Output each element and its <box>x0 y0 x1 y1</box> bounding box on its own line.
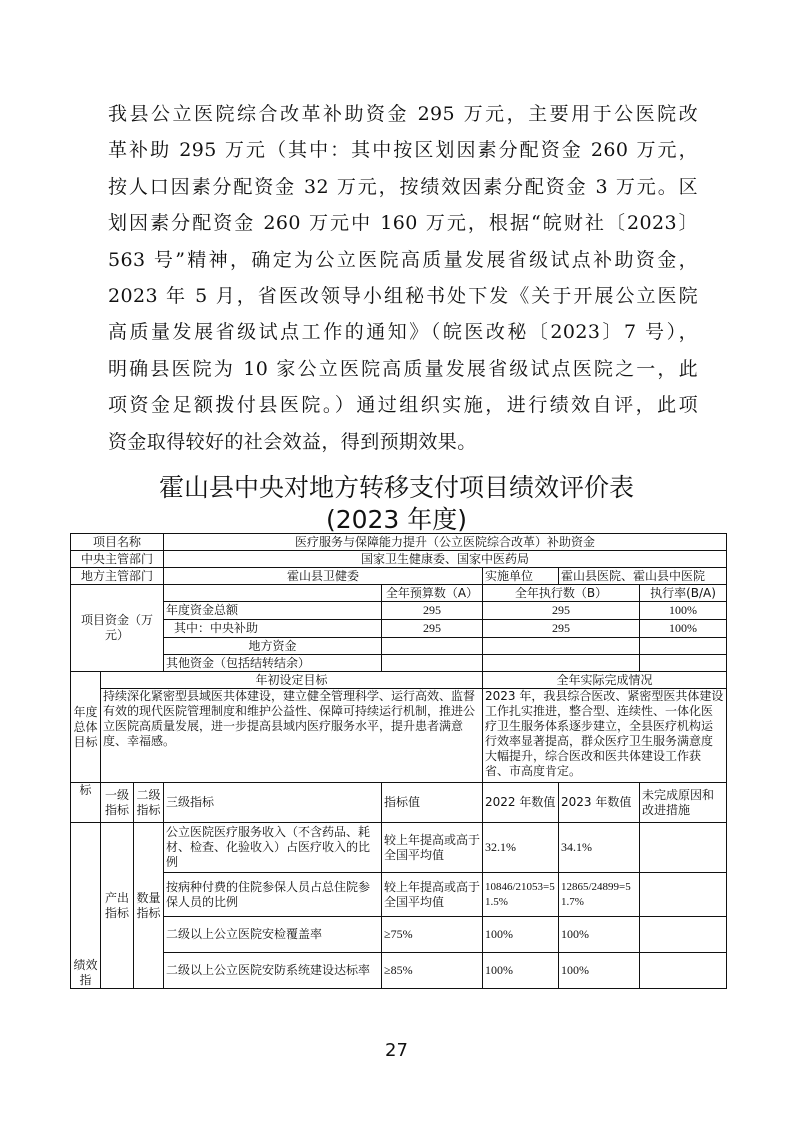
indicator-reason <box>640 917 727 953</box>
paragraph-line: 我县公立医院综合改革补助资金 295 万元，主要用于公医院改 <box>108 103 698 125</box>
other-funds-label: 其他资金（包括结转结余） <box>164 655 382 672</box>
table-row <box>71 620 727 638</box>
reason-header: 未完成原因和改进措施 <box>640 783 727 823</box>
annual-total-label: 年度资金总额 <box>164 602 382 620</box>
central-sub-exec: 295 <box>483 620 640 638</box>
local-funds-label: 地方资金 <box>164 638 382 655</box>
local-dept-label: 地方主管部门 <box>71 568 164 585</box>
indicator-name: 按病种付费的住院参保人员占总住院参保人员的比例 <box>164 873 382 917</box>
indicator-2023: 100% <box>559 953 640 989</box>
indicator-target: 较上年提高或高于全国平均值 <box>382 873 483 917</box>
annual-total-rate: 100% <box>640 602 727 620</box>
y2022-header: 2022 年数值 <box>483 783 559 823</box>
table-row <box>71 551 727 568</box>
central-dept-value: 国家卫生健康委、国家中医药局 <box>164 551 727 568</box>
central-dept-label: 中央主管部门 <box>71 551 164 568</box>
indicator-2023: 34.1% <box>559 823 640 873</box>
project-name-label: 项目名称 <box>71 534 164 551</box>
empty-cell <box>483 638 640 655</box>
perf-label-top: 标 <box>71 783 101 823</box>
table-row <box>71 672 727 689</box>
intro-paragraph <box>108 96 698 460</box>
goal-set-header: 年初设定目标 <box>101 672 483 689</box>
quantity-indicator-label: 数量指标 <box>134 823 164 989</box>
table-title: 霍山县中央对地方转移支付项目绩效评价表 <box>158 473 634 502</box>
impl-unit-value: 霍山县医院、霍山县中医院 <box>559 568 727 585</box>
paragraph-line: 高质量发展省级试点工作的通知》（皖医改秘〔2023〕7 号）， <box>108 321 698 344</box>
exec-header: 全年执行数（B） <box>483 585 640 602</box>
paragraph-line: 按人口因素分配资金 32 万元，按绩效因素分配资金 3 万元。区 <box>108 175 698 198</box>
goal-actual-text: 2023 年，我县综合医改、紧密型医共体建设工作扎实推进，整合型、连续性、一体化医疗卫生服务体系逐步建立，全县医疗机构运行效率显著提高，群众医疗卫生服务满意度大幅提升，综合医改和医共体建设工作获省、市高度肯定。 <box>483 689 727 783</box>
paragraph-line: 563 号”精神，确定为公立医院高质量发展省级试点补助资金， <box>108 248 698 271</box>
table-row <box>71 689 727 783</box>
paragraph-line: 划因素分配资金 260 万元中 160 万元，根据“皖财社〔2023〕 <box>108 212 698 235</box>
table-row <box>71 783 727 823</box>
indicator-reason <box>640 823 727 873</box>
indicator-name: 二级以上公立医院安检覆盖率 <box>164 917 382 953</box>
empty-cell <box>382 655 483 672</box>
output-indicator-label: 产出指标 <box>101 823 134 989</box>
goal-actual-header: 全年实际完成情况 <box>483 672 727 689</box>
indicator-reason <box>640 873 727 917</box>
table-row <box>71 534 727 551</box>
indicator-2022: 100% <box>483 917 559 953</box>
paragraph-line: 资金取得较好的社会效益，得到预期效果。 <box>108 430 477 453</box>
local-dept-value: 霍山县卫健委 <box>164 568 483 585</box>
annual-total-exec: 295 <box>483 602 640 620</box>
paragraph-line: 2023 年 5 月，省医改领导小组秘书处下发《关于开展公立医院 <box>108 285 698 308</box>
indicator-2023: 100% <box>559 917 640 953</box>
value-header: 指标值 <box>382 783 483 823</box>
annual-total-budget: 295 <box>382 602 483 620</box>
indicator-target: 较上年提高或高于全国平均值 <box>382 823 483 873</box>
indicator-target: ≥75% <box>382 917 483 953</box>
central-sub-rate: 100% <box>640 620 727 638</box>
goal-set-text: 持续深化紧密型县域医共体建设，建立健全管理科学、运行高效、监督有效的现代医院管理制度和维护公益性、保障可持续运行机制，推进公立医院高质量发展，进一步提高县域内医疗服务水平，提升患者满意度、幸福感。 <box>101 689 483 783</box>
lvl1-header: 一级指标 <box>101 783 134 823</box>
empty-cell <box>483 655 640 672</box>
lvl3-header: 三级指标 <box>164 783 382 823</box>
y2023-header: 2023 年数值 <box>559 783 640 823</box>
indicator-reason <box>640 953 727 989</box>
table-row <box>71 568 727 585</box>
indicator-name: 二级以上公立医院安防系统建设达标率 <box>164 953 382 989</box>
paragraph-line: 项资金足额拨付县医院。）通过组织实施，进行绩效自评，此项 <box>108 394 698 417</box>
indicator-2022: 32.1% <box>483 823 559 873</box>
table-row <box>71 873 727 917</box>
indicator-target: ≥85% <box>382 953 483 989</box>
indicator-name: 公立医院医疗服务收入（不含药品、耗材、检查、化验收入）占医疗收入的比例 <box>164 823 382 873</box>
indicator-2022: 100% <box>483 953 559 989</box>
table-subtitle-year: (2023 年度) <box>325 505 468 534</box>
table-row <box>71 655 727 672</box>
empty-cell <box>640 638 727 655</box>
impl-unit-label: 实施单位 <box>483 568 559 585</box>
evaluation-table <box>70 533 727 989</box>
table-row <box>71 917 727 953</box>
perf-label-bottom: 绩效指 <box>71 823 101 989</box>
table-row <box>71 638 727 655</box>
empty-cell <box>640 655 727 672</box>
page-number: 27 <box>385 1040 408 1061</box>
funds-label: 项目资金（万元） <box>71 585 164 672</box>
rate-header: 执行率(B/A) <box>640 585 727 602</box>
paragraph-line: 明确县医院为 10 家公立医院高质量发展省级试点医院之一，此 <box>108 357 698 380</box>
table-row <box>71 585 727 602</box>
paragraph-line: 革补助 295 万元（其中：其中按区划因素分配资金 260 万元， <box>108 139 698 162</box>
empty-cell <box>382 638 483 655</box>
indicator-2022: 10846/21053=51.5% <box>483 873 559 917</box>
table-row <box>71 602 727 620</box>
table-row <box>71 823 727 873</box>
annual-goal-label: 年度总体目标 <box>71 672 101 783</box>
indicator-2023: 12865/24899=51.7% <box>559 873 640 917</box>
central-sub-budget: 295 <box>382 620 483 638</box>
table-row <box>71 953 727 989</box>
empty-cell <box>164 585 382 602</box>
project-name-value: 医疗服务与保障能力提升（公立医院综合改革）补助资金 <box>164 534 727 551</box>
lvl2-header: 二级指标 <box>134 783 164 823</box>
budget-header: 全年预算数（A） <box>382 585 483 602</box>
central-sub-label: 其中：中央补助 <box>164 620 382 638</box>
